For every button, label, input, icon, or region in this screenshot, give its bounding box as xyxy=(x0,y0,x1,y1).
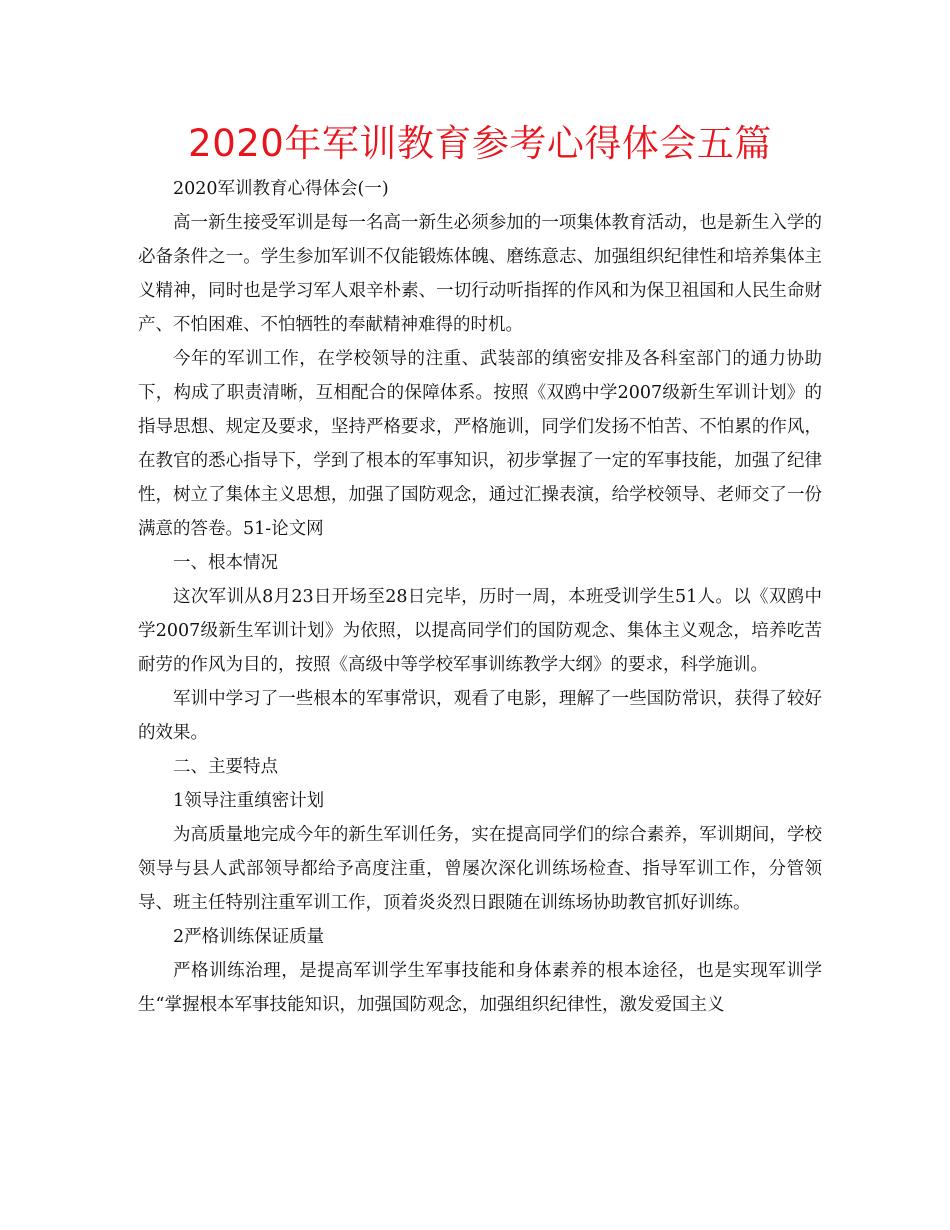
subsection-heading: 1领导注重缜密计划 xyxy=(173,791,325,811)
document-title: 2020年军训教育参考心得体会五篇 xyxy=(188,122,772,165)
paragraph: 这次军训从8月23日开场至28日完毕，历时一周，本班受训学生51人。以《双鸥中学2007级新生军训计划》为依照，以提高同学们的国防观念、集体主义观念，培养吃苦耐劳的作风为目的，按照《高级中等学校军事训练教学大纲》的要求，科学施训。 xyxy=(138,587,822,675)
paragraph: 军训中学习了一些根本的军事常识，观看了电影，理解了一些国防常识，获得了较好的效果。 xyxy=(138,689,822,743)
subsection-heading: 2严格训练保证质量 xyxy=(173,927,325,947)
section-heading: 2020军训教育心得体会(一) xyxy=(173,179,389,199)
paragraph: 高一新生接受军训是每一名高一新生必须参加的一项集体教育活动，也是新生入学的必备条件之一。学生参加军训不仅能锻炼体魄、磨练意志、加强组织纪律性和培养集体主义精神，同时也是学习军人艰辛朴素、一切行动听指挥的作风和为保卫祖国和人民生命财产、不怕困难、不怕牺牲的奉献精神难得的时机。 xyxy=(138,213,822,335)
paragraph: 严格训练治理，是提高军训学生军事技能和身体素养的根本途径，也是实现军训学生“掌握根本军事技能知识，加强国防观念，加强组织纪律性，激发爱国主义 xyxy=(138,961,822,1015)
section-heading: 一、根本情况 xyxy=(173,553,278,573)
paragraph: 今年的军训工作，在学校领导的注重、武装部的缜密安排及各科室部门的通力协助下，构成了职责清晰，互相配合的保障体系。按照《双鸥中学2007级新生军训计划》的指导思想、规定及要求，坚持严格要求，严格施训，同学们发扬不怕苦、不怕累的作风，在教官的悉心指导下，学到了根本的军事知识，初步掌握了一定的军事技能，加强了纪律性，树立了集体主义思想，加强了国防观念，通过汇操表演，给学校领导、老师交了一份满意的答卷。51-论文网 xyxy=(138,349,822,539)
section-heading: 二、主要特点 xyxy=(173,757,278,777)
paragraph: 为高质量地完成今年的新生军训任务，实在提高同学们的综合素养，军训期间，学校领导与县人武部领导都给予高度注重，曾屡次深化训练场检查、指导军训工作，分管领导、班主任特别注重军训工作，顶着炎炎烈日跟随在训练场协助教官抓好训练。 xyxy=(138,825,822,913)
